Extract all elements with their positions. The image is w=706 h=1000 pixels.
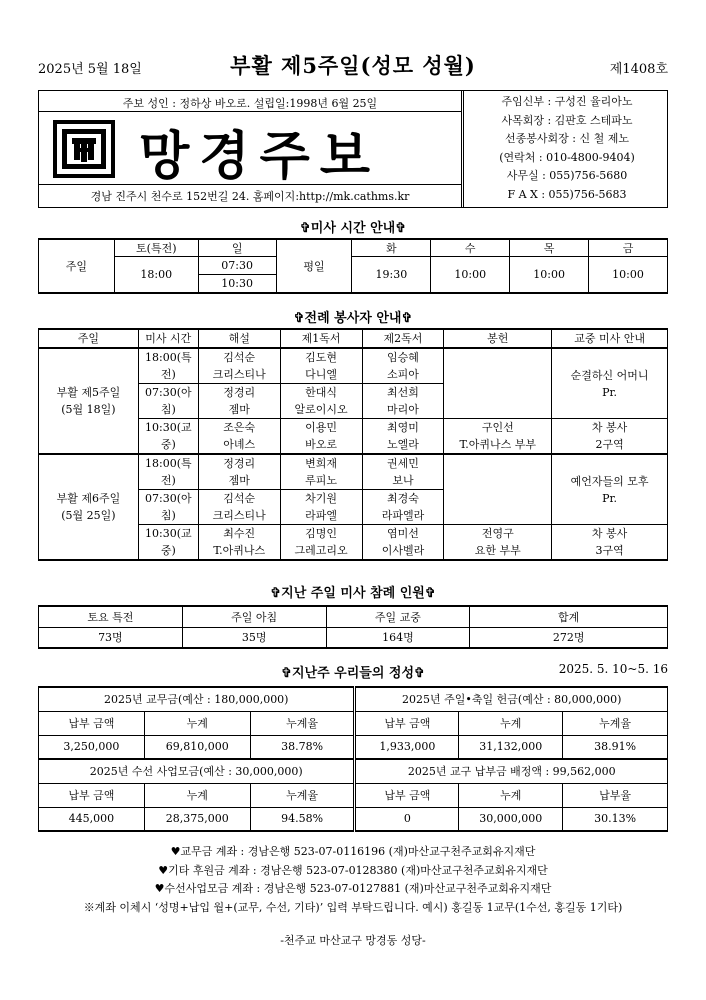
parish-footer: -천주교 마산교구 망경동 성당-: [280, 934, 426, 947]
weekday-header: 화: [352, 239, 431, 257]
logo-area: [39, 111, 461, 185]
mass-time: 10:30(교중): [138, 419, 198, 455]
column-header: 제1독서: [280, 329, 362, 348]
column-header: 제2독서: [362, 329, 444, 348]
block-title: 2025년 교무금(예산 : 180,000,000): [39, 687, 355, 711]
mass-section-title: ✞미사 시간 안내✞: [299, 221, 407, 236]
second-reader: 최영미 노엘라: [362, 419, 444, 455]
mass-time: 07:30(아침): [138, 490, 198, 525]
column-header: 주일: [39, 329, 139, 348]
column-header: 누계: [144, 711, 250, 735]
week-name-cell: [39, 348, 139, 454]
duty: 차 봉사 3구역: [552, 525, 668, 561]
mass-time-table: [38, 238, 668, 294]
staff-line: F A X : 055)756-5683: [507, 187, 627, 201]
sunday-label: 주일: [39, 239, 115, 293]
patron-info: 주보 성인 : 정하상 바오로. 설립일:1998년 6월 25일: [122, 97, 378, 110]
block-title: 2025년 수선 사업모금(예산 : 30,000,000): [39, 759, 355, 783]
service-table: [38, 328, 668, 561]
second-reader: 임승혜 소피아: [362, 348, 444, 384]
offerings-date-range: 2025. 5. 10~5. 16: [558, 662, 668, 676]
saturday-header: 토(특전): [114, 239, 198, 257]
commentator: 정경리 젬마: [198, 454, 280, 490]
staff-info: [467, 91, 667, 207]
staff-line: 주임신부 : 구성진 율리아노: [501, 95, 633, 108]
table-row: [39, 454, 668, 490]
amount-value: 30,000,000: [459, 807, 563, 831]
column-header: 누계: [459, 783, 563, 807]
week-name: 부활 제6주일: [56, 492, 121, 505]
sunday-time: 10:30: [198, 275, 276, 293]
column-header: 교중 미사 안내: [552, 329, 668, 348]
column-header: 납부 금액: [355, 711, 459, 735]
offerings-table: [38, 686, 668, 832]
attendance-value: 35명: [182, 627, 326, 648]
address-line: 경남 진주시 천수로 152번길 24. 홈페이지:http://mk.cathms.kr: [90, 190, 410, 203]
second-reader: 최경숙 라파엘라: [362, 490, 444, 525]
column-header: 납부 금액: [355, 783, 459, 807]
week-name: 부활 제5주일: [56, 386, 121, 399]
column-header: 누계: [459, 711, 563, 735]
column-header: 주일 교중: [326, 606, 470, 627]
amount-value: 1,933,000: [355, 735, 459, 759]
weekday-header: 목: [510, 239, 589, 257]
weekday-time: 10:00: [510, 257, 589, 293]
attendance-value: 164명: [326, 627, 470, 648]
weekday-time: 10:00: [431, 257, 510, 293]
staff-line: (연락처 : 010-4800-9404): [499, 150, 635, 164]
commentator: 김석순 크리스티나: [198, 348, 280, 384]
offerings-section-title: ✞지난주 우리들의 정성✞: [281, 666, 425, 681]
column-header: 해설: [198, 329, 280, 348]
column-header: 납부율: [563, 783, 668, 807]
offering-empty: [444, 454, 552, 525]
column-header: 납부 금액: [39, 711, 145, 735]
duty: 차 봉사 2구역: [552, 419, 668, 455]
column-header: 토요 특전: [39, 606, 183, 627]
first-reader: 한대식 알로이시오: [280, 384, 362, 419]
weekday-header: 금: [589, 239, 668, 257]
column-header: 누계율: [250, 711, 355, 735]
attendance-table: [38, 605, 668, 649]
staff-line: 선종봉사회장 : 신 철 제노: [505, 132, 629, 145]
column-header: 누계율: [563, 711, 668, 735]
week-name-cell: [39, 454, 139, 560]
column-header: 합계: [470, 606, 668, 627]
amount-value: 69,810,000: [144, 735, 250, 759]
first-reader: 김명인 그레고리오: [280, 525, 362, 561]
second-reader: 권세민 보나: [362, 454, 444, 490]
staff-line: 사목회장 : 김판호 스테파노: [501, 113, 633, 127]
bulletin-title: 부활 제5주일(성모 성월): [230, 53, 476, 78]
commentator: 조은숙 아녜스: [198, 419, 280, 455]
amount-value: 94.58%: [250, 807, 355, 831]
column-header: 누계율: [250, 783, 355, 807]
bulletin-date: 2025년 5월 18일: [38, 62, 142, 77]
mass-guide: 순결하신 어머니 Pr.: [552, 348, 668, 419]
attendance-value: 73명: [39, 627, 183, 648]
weekday-time: 10:00: [589, 257, 668, 293]
column-header: 누계: [144, 783, 250, 807]
commentator: 최수진 T.아퀴나스: [198, 525, 280, 561]
sunday-time: 07:30: [198, 257, 276, 275]
column-header: 주일 아침: [182, 606, 326, 627]
offering: 구인선 T.아퀴나스 부부: [444, 419, 552, 455]
issue-number: 제1408호: [609, 62, 668, 77]
staff-line: 사무실 : 055)756-5680: [506, 169, 628, 182]
column-header: 납부 금액: [39, 783, 145, 807]
mass-time: 18:00(특전): [138, 454, 198, 490]
second-reader: 최선희 마리아: [362, 384, 444, 419]
amount-value: 31,132,000: [459, 735, 563, 759]
transfer-note: ※계좌 이체시 ‘성명+납입 월+(교무, 수선, 기타)’ 입력 부탁드립니다. 예시) 홍길동 1교무(1수선, 홍길동 1기타): [83, 900, 623, 914]
offering-empty: [444, 348, 552, 419]
column-header: 봉헌: [444, 329, 552, 348]
week-date: (5월 18일): [61, 403, 116, 416]
commentator: 김석순 크리스티나: [198, 490, 280, 525]
amount-value: 30.13%: [563, 807, 668, 831]
parish-logo-icon: [53, 120, 115, 178]
attendance-total: 272명: [470, 627, 668, 648]
table-row: [39, 348, 668, 384]
column-header: 미사 시간: [138, 329, 198, 348]
offering: 전영구 요한 부부: [444, 525, 552, 561]
weekday-time: 19:30: [352, 257, 431, 293]
block-title: 2025년 주일•축일 헌금(예산 : 80,000,000): [355, 687, 668, 711]
amount-value: 0: [355, 807, 459, 831]
account-line: ♥수선사업모금 계좌 : 경남은행 523-07-0127881 (재)마산교구천주교회유지재단: [154, 882, 552, 895]
bank-accounts: [0, 843, 706, 917]
amount-value: 38.91%: [563, 735, 668, 759]
attendance-section-title: ✞지난 주일 미사 참례 인원✞: [270, 586, 436, 601]
mass-time: 18:00(특전): [138, 348, 198, 384]
mass-guide: 예언자들의 모후 Pr.: [552, 454, 668, 525]
service-section-title: ✞전례 봉사자 안내✞: [293, 311, 413, 326]
week-date: (5월 25일): [61, 509, 116, 522]
masthead-left: [39, 91, 464, 207]
first-reader: 차기원 라파엘: [280, 490, 362, 525]
weekday-header: 수: [431, 239, 510, 257]
first-reader: 이용민 바오로: [280, 419, 362, 455]
saturday-time: 18:00: [114, 257, 198, 293]
weekday-label: 평일: [276, 239, 352, 293]
offerings-header: [38, 662, 668, 681]
top-line: [38, 50, 668, 80]
first-reader: 변희재 루피노: [280, 454, 362, 490]
account-line: ♥기타 후원금 계좌 : 경남은행 523-07-0128380 (재)마산교구천주교회유지재단: [158, 863, 548, 877]
amount-value: 38.78%: [250, 735, 355, 759]
amount-value: 28,375,000: [144, 807, 250, 831]
first-reader: 김도현 다니엘: [280, 348, 362, 384]
amount-value: 3,250,000: [39, 735, 145, 759]
logo-text: 망경주보: [139, 127, 380, 187]
block-title: 2025년 교구 납부금 배정액 : 99,562,000: [355, 759, 668, 783]
commentator: 정경리 젬마: [198, 384, 280, 419]
account-line: ♥교무금 계좌 : 경남은행 523-07-0116196 (재)마산교구천주교회유지재단: [170, 845, 536, 858]
amount-value: 445,000: [39, 807, 145, 831]
mass-time: 10:30(교중): [138, 525, 198, 561]
sunday-header: 일: [198, 239, 276, 257]
masthead: [38, 90, 668, 208]
mass-time: 07:30(아침): [138, 384, 198, 419]
second-reader: 염미선 이사벨라: [362, 525, 444, 561]
